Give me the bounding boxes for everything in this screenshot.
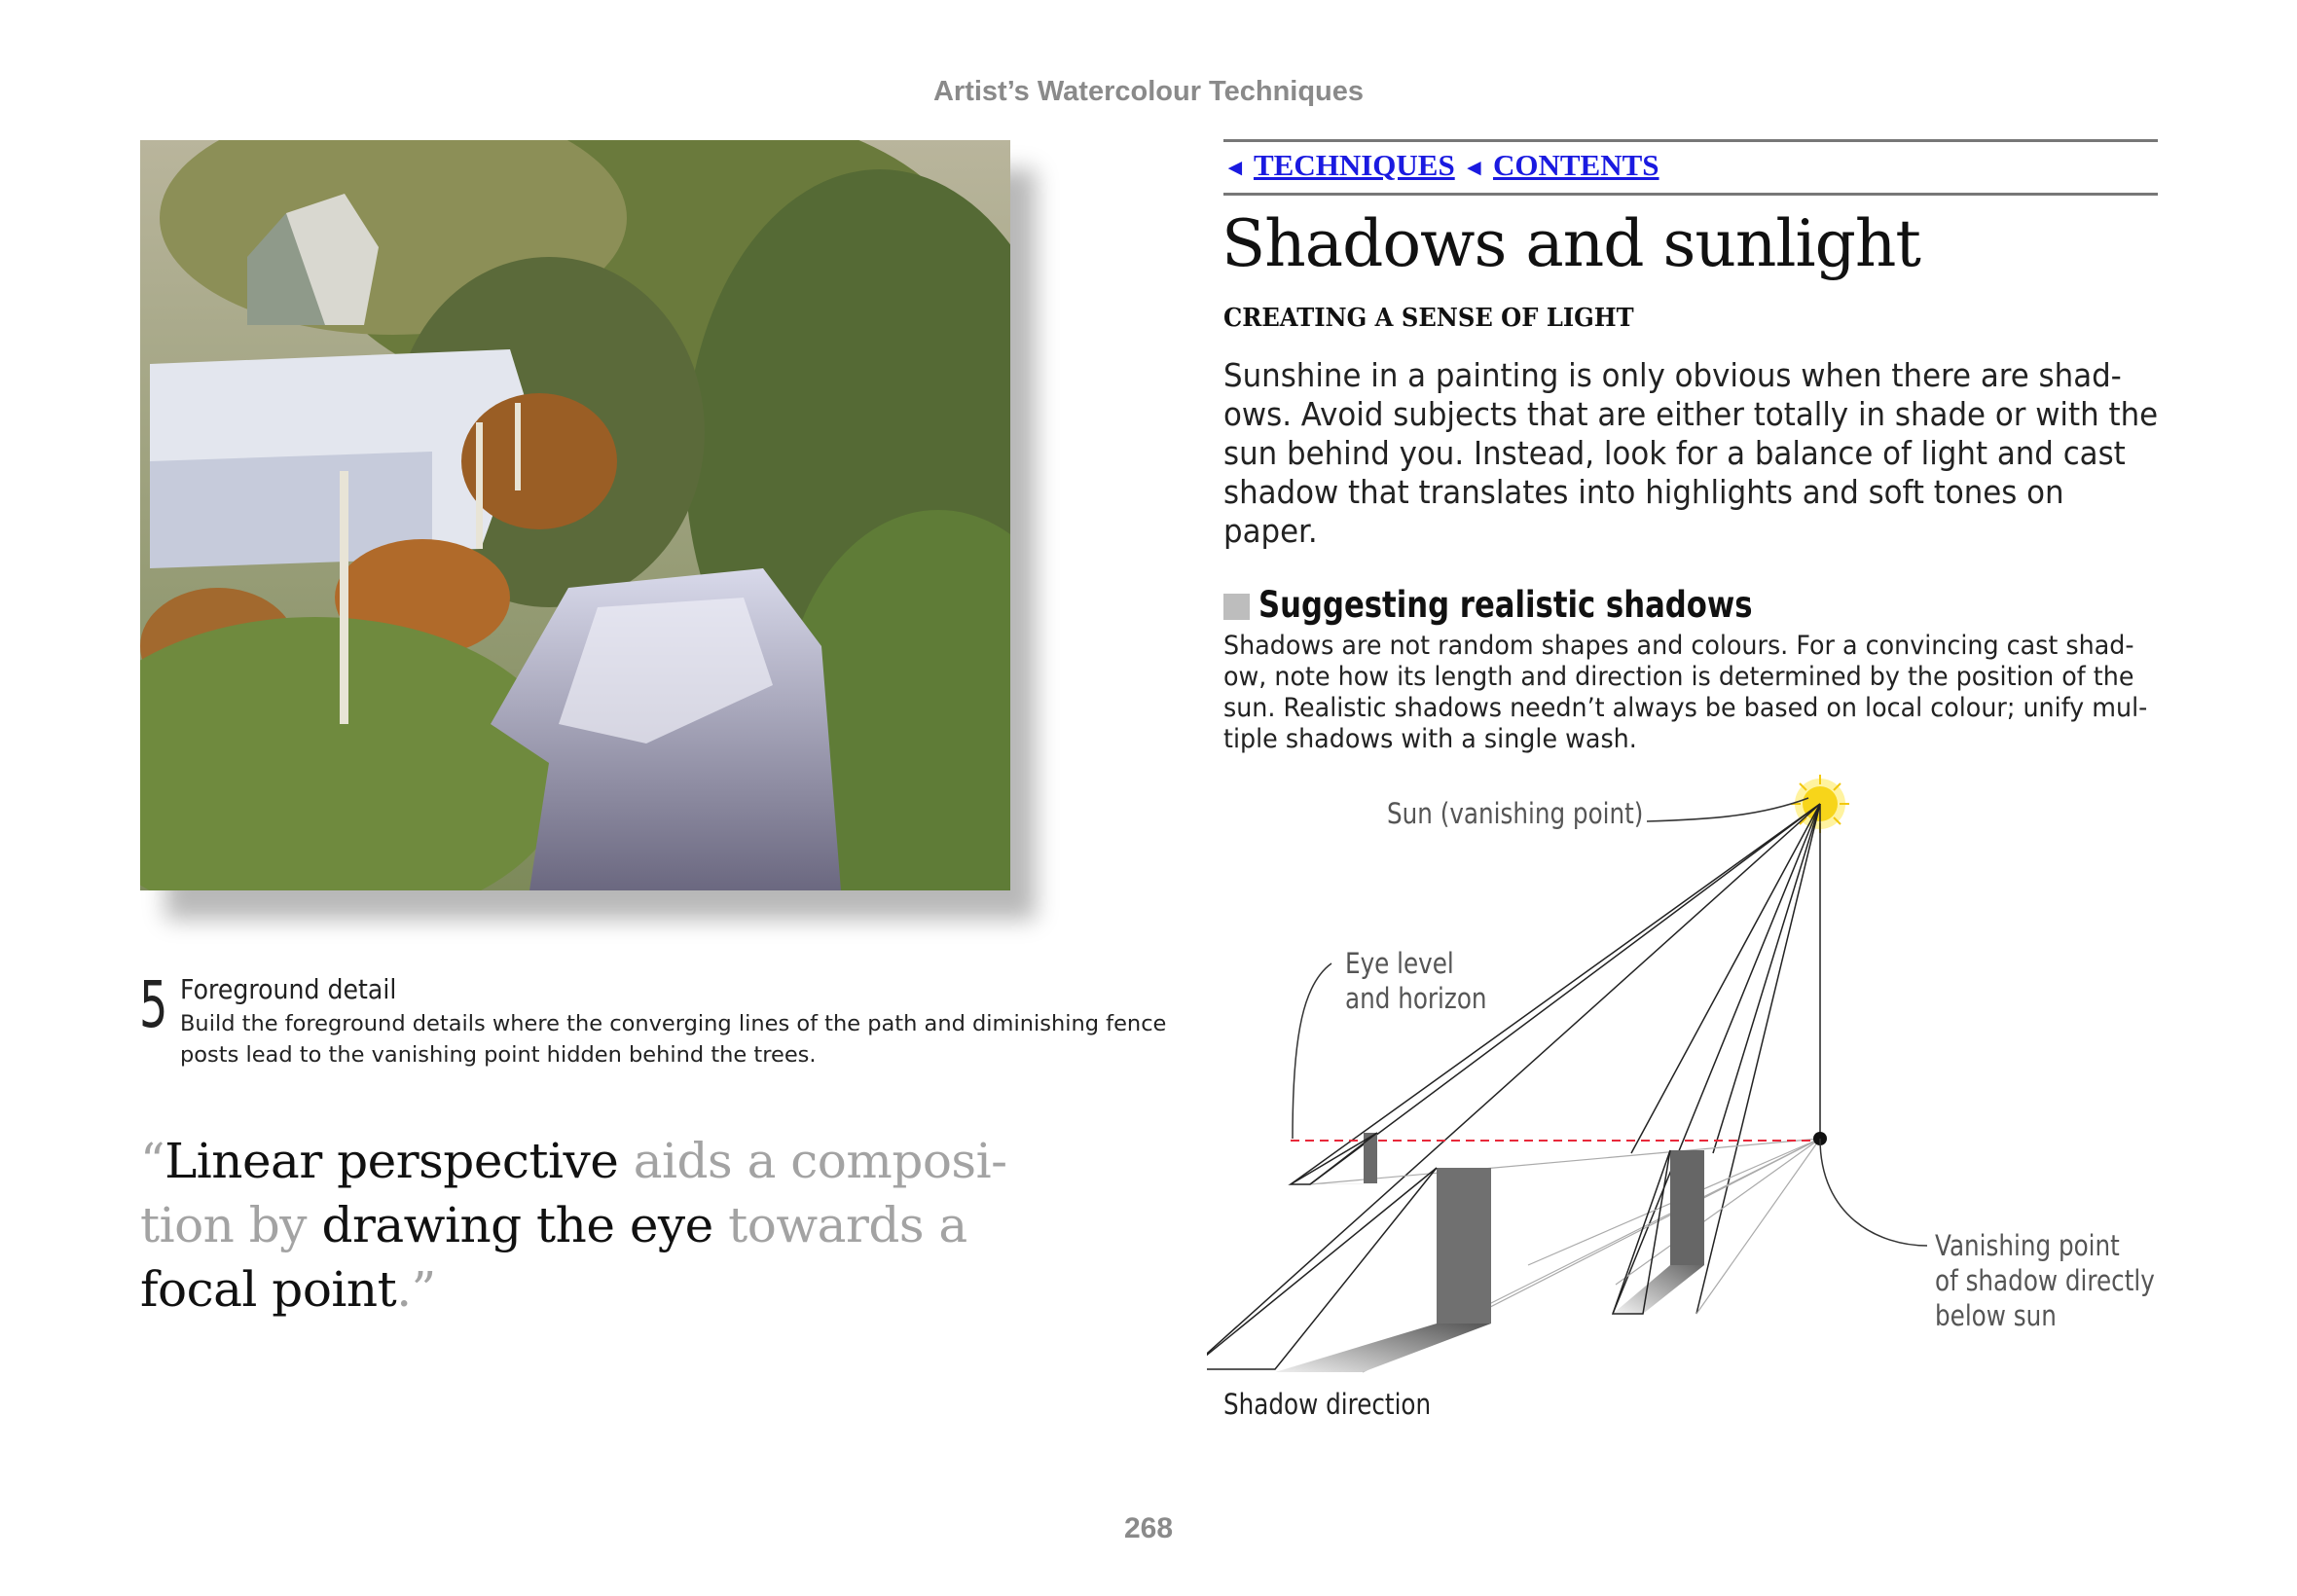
- shadow-direction-label: Shadow direction: [1223, 1388, 1432, 1421]
- quote-emphasis-3: focal point: [140, 1261, 397, 1318]
- eye-level-label-1: Eye level: [1345, 947, 1454, 980]
- eye-level-label-2: and horizon: [1345, 982, 1487, 1015]
- quote-text-2: towards a: [712, 1197, 967, 1253]
- section-title: Suggesting realistic shadows: [1258, 584, 1753, 626]
- vanishing-point-label-2: of shadow directly: [1935, 1264, 2155, 1297]
- intro-paragraph: Sunshine in a painting is only obvious when there are shad-ows. Avoid subjects that are either totally in shade or with the sun behind you. Instead, look for a balance of light and cast shadow that translates into highlights and soft tones on paper.: [1223, 356, 2159, 550]
- step-number: 5: [139, 967, 166, 1042]
- page-number: 268: [1123, 1512, 1174, 1544]
- shadow-perspective-diagram: [1207, 759, 2180, 1440]
- step-body: Build the foreground details where the converging lines of the path and diminishing fence posts lead to the vanishing point hidden behind the trees.: [180, 1011, 1167, 1068]
- quote-open-mark: “: [140, 1133, 165, 1189]
- page-title: Shadows and sunlight: [1221, 206, 1920, 281]
- step-title: Foreground detail: [180, 973, 397, 1005]
- pull-quote: [140, 1129, 1036, 1322]
- quote-text-1: aids a composi-tion by: [140, 1133, 1007, 1253]
- page-subtitle: CREATING A SENSE OF LIGHT: [1223, 304, 1634, 333]
- quote-emphasis-1: Linear perspective: [164, 1133, 619, 1189]
- sun-label: Sun (vanishing point): [1387, 797, 1644, 830]
- contents-link[interactable]: CONTENTS: [1492, 148, 1659, 182]
- quote-close-mark: .”: [396, 1261, 436, 1318]
- vanishing-point-label-1: Vanishing point: [1935, 1229, 2120, 1262]
- watercolour-painting-image: [140, 140, 1010, 890]
- section-square-icon: [1223, 594, 1250, 620]
- back-arrow-icon: ◄: [1462, 156, 1486, 181]
- book-title: Artist’s Watercolour Techniques: [932, 76, 1365, 107]
- section-body: Shadows are not random shapes and colours. For a convincing cast shad-ow, note how its length and direction is determined by the position of the sun. Realistic shadows needn’t always be based on local colour; unify mul-tiple shadows with a single wash.: [1223, 631, 2148, 754]
- breadcrumb-nav: [1223, 139, 2158, 196]
- techniques-link[interactable]: TECHNIQUES: [1253, 148, 1455, 182]
- back-arrow-icon: ◄: [1223, 156, 1247, 181]
- quote-emphasis-2: drawing the eye: [321, 1197, 713, 1253]
- vanishing-point-label-3: below sun: [1935, 1299, 2057, 1332]
